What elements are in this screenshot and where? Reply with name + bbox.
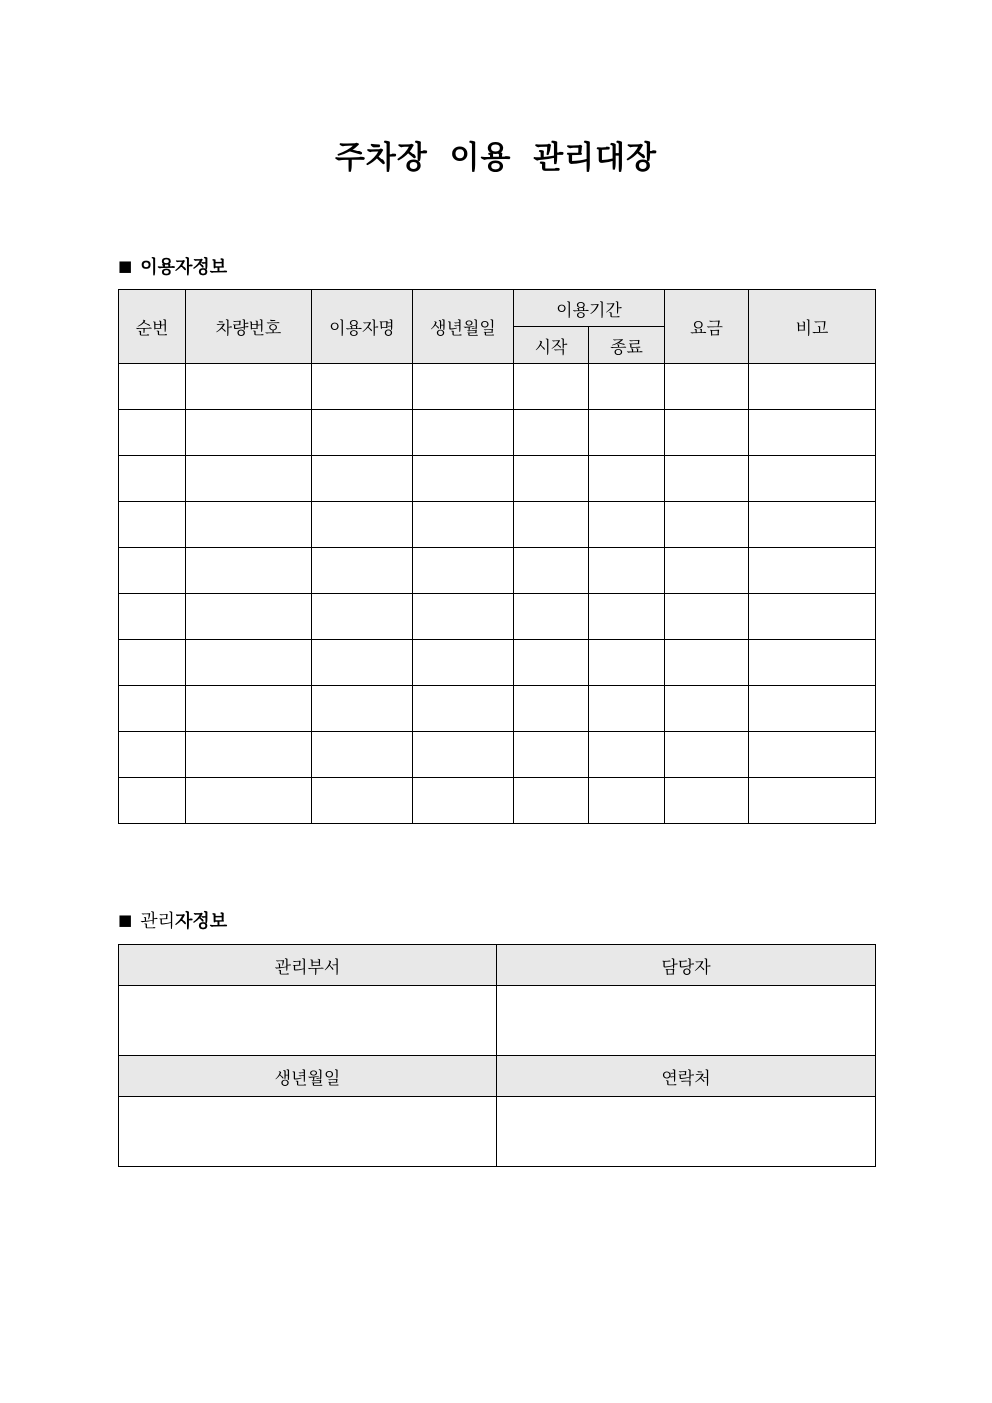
cell-note[interactable] (749, 778, 876, 824)
cell-note[interactable] (749, 686, 876, 732)
cell-end[interactable] (589, 640, 665, 686)
cell-user-name[interactable] (312, 502, 413, 548)
cell-note[interactable] (749, 410, 876, 456)
cell-birth-date[interactable] (413, 456, 514, 502)
manager-info-heading (118, 907, 227, 933)
table-row (119, 410, 876, 456)
table-row (119, 548, 876, 594)
contact-field[interactable] (497, 1097, 876, 1167)
column-header-note: 비고 (749, 290, 876, 364)
document-title: 주차장 이용 관리대장 (334, 140, 658, 176)
cell-end[interactable] (589, 456, 665, 502)
cell-end[interactable] (589, 548, 665, 594)
table-row (119, 364, 876, 410)
cell-user-name[interactable] (312, 456, 413, 502)
cell-no[interactable] (119, 364, 186, 410)
cell-no[interactable] (119, 548, 186, 594)
cell-no[interactable] (119, 502, 186, 548)
table-row (119, 594, 876, 640)
cell-start[interactable] (514, 732, 589, 778)
cell-car-number[interactable] (186, 778, 312, 824)
cell-end[interactable] (589, 686, 665, 732)
manager-info-heading-prefix: 관리 (140, 911, 175, 932)
person-in-charge-field[interactable] (497, 986, 876, 1056)
person-in-charge-label: 담당자 (497, 945, 876, 986)
cell-car-number[interactable] (186, 686, 312, 732)
cell-end[interactable] (589, 732, 665, 778)
cell-user-name[interactable] (312, 640, 413, 686)
cell-car-number[interactable] (186, 364, 312, 410)
cell-note[interactable] (749, 364, 876, 410)
cell-no[interactable] (119, 594, 186, 640)
cell-start[interactable] (514, 778, 589, 824)
cell-end[interactable] (589, 594, 665, 640)
cell-user-name[interactable] (312, 364, 413, 410)
cell-fee[interactable] (665, 410, 749, 456)
cell-no[interactable] (119, 686, 186, 732)
table-row (119, 640, 876, 686)
cell-no[interactable] (119, 778, 186, 824)
cell-start[interactable] (514, 456, 589, 502)
manager-info-heading-label: 자정보 (174, 911, 228, 932)
cell-start[interactable] (514, 502, 589, 548)
cell-fee[interactable] (665, 686, 749, 732)
cell-user-name[interactable] (312, 410, 413, 456)
cell-no[interactable] (119, 410, 186, 456)
user-table-body (119, 364, 876, 824)
manager-birth-date-field[interactable] (119, 1097, 497, 1167)
table-row (119, 732, 876, 778)
table-row (119, 456, 876, 502)
cell-start[interactable] (514, 640, 589, 686)
cell-end[interactable] (589, 410, 665, 456)
cell-car-number[interactable] (186, 502, 312, 548)
column-header-fee: 요금 (665, 290, 749, 364)
column-header-car-number: 차량번호 (186, 290, 312, 364)
cell-birth-date[interactable] (413, 686, 514, 732)
column-header-birth-date: 생년월일 (413, 290, 514, 364)
square-bullet-icon: ■ (118, 257, 133, 275)
column-header-no: 순번 (119, 290, 186, 364)
cell-fee[interactable] (665, 364, 749, 410)
user-info-heading-label: 이용자정보 (140, 257, 228, 278)
cell-start[interactable] (514, 548, 589, 594)
cell-birth-date[interactable] (413, 594, 514, 640)
column-header-start: 시작 (514, 327, 589, 364)
contact-label: 연락처 (497, 1056, 876, 1097)
column-header-end: 종료 (589, 327, 665, 364)
cell-birth-date[interactable] (413, 732, 514, 778)
cell-note[interactable] (749, 732, 876, 778)
cell-birth-date[interactable] (413, 502, 514, 548)
cell-no[interactable] (119, 732, 186, 778)
cell-fee[interactable] (665, 594, 749, 640)
cell-birth-date[interactable] (413, 548, 514, 594)
square-bullet-icon: ■ (118, 911, 133, 929)
cell-car-number[interactable] (186, 548, 312, 594)
cell-end[interactable] (589, 778, 665, 824)
cell-fee[interactable] (665, 732, 749, 778)
cell-note[interactable] (749, 548, 876, 594)
cell-fee[interactable] (665, 456, 749, 502)
cell-car-number[interactable] (186, 410, 312, 456)
cell-fee[interactable] (665, 640, 749, 686)
cell-user-name[interactable] (312, 778, 413, 824)
table-row (119, 778, 876, 824)
user-info-table (118, 289, 876, 824)
user-info-heading (118, 253, 227, 279)
manager-birth-date-label: 생년월일 (119, 1056, 497, 1097)
cell-user-name[interactable] (312, 732, 413, 778)
cell-end[interactable] (589, 364, 665, 410)
column-header-user-name: 이용자명 (312, 290, 413, 364)
cell-note[interactable] (749, 594, 876, 640)
cell-car-number[interactable] (186, 732, 312, 778)
cell-birth-date[interactable] (413, 410, 514, 456)
manager-info-table (118, 944, 876, 1167)
cell-birth-date[interactable] (413, 778, 514, 824)
cell-start[interactable] (514, 686, 589, 732)
cell-fee[interactable] (665, 502, 749, 548)
cell-note[interactable] (749, 502, 876, 548)
cell-start[interactable] (514, 594, 589, 640)
cell-car-number[interactable] (186, 594, 312, 640)
cell-car-number[interactable] (186, 640, 312, 686)
cell-birth-date[interactable] (413, 364, 514, 410)
cell-birth-date[interactable] (413, 640, 514, 686)
cell-fee[interactable] (665, 778, 749, 824)
cell-start[interactable] (514, 364, 589, 410)
cell-car-number[interactable] (186, 456, 312, 502)
cell-no[interactable] (119, 456, 186, 502)
cell-fee[interactable] (665, 548, 749, 594)
cell-start[interactable] (514, 410, 589, 456)
cell-note[interactable] (749, 640, 876, 686)
cell-no[interactable] (119, 640, 186, 686)
cell-user-name[interactable] (312, 686, 413, 732)
department-label: 관리부서 (119, 945, 497, 986)
cell-note[interactable] (749, 456, 876, 502)
cell-end[interactable] (589, 502, 665, 548)
cell-user-name[interactable] (312, 548, 413, 594)
cell-user-name[interactable] (312, 594, 413, 640)
table-row (119, 686, 876, 732)
table-row (119, 502, 876, 548)
department-field[interactable] (119, 986, 497, 1056)
column-header-period: 이용기간 (514, 290, 665, 327)
